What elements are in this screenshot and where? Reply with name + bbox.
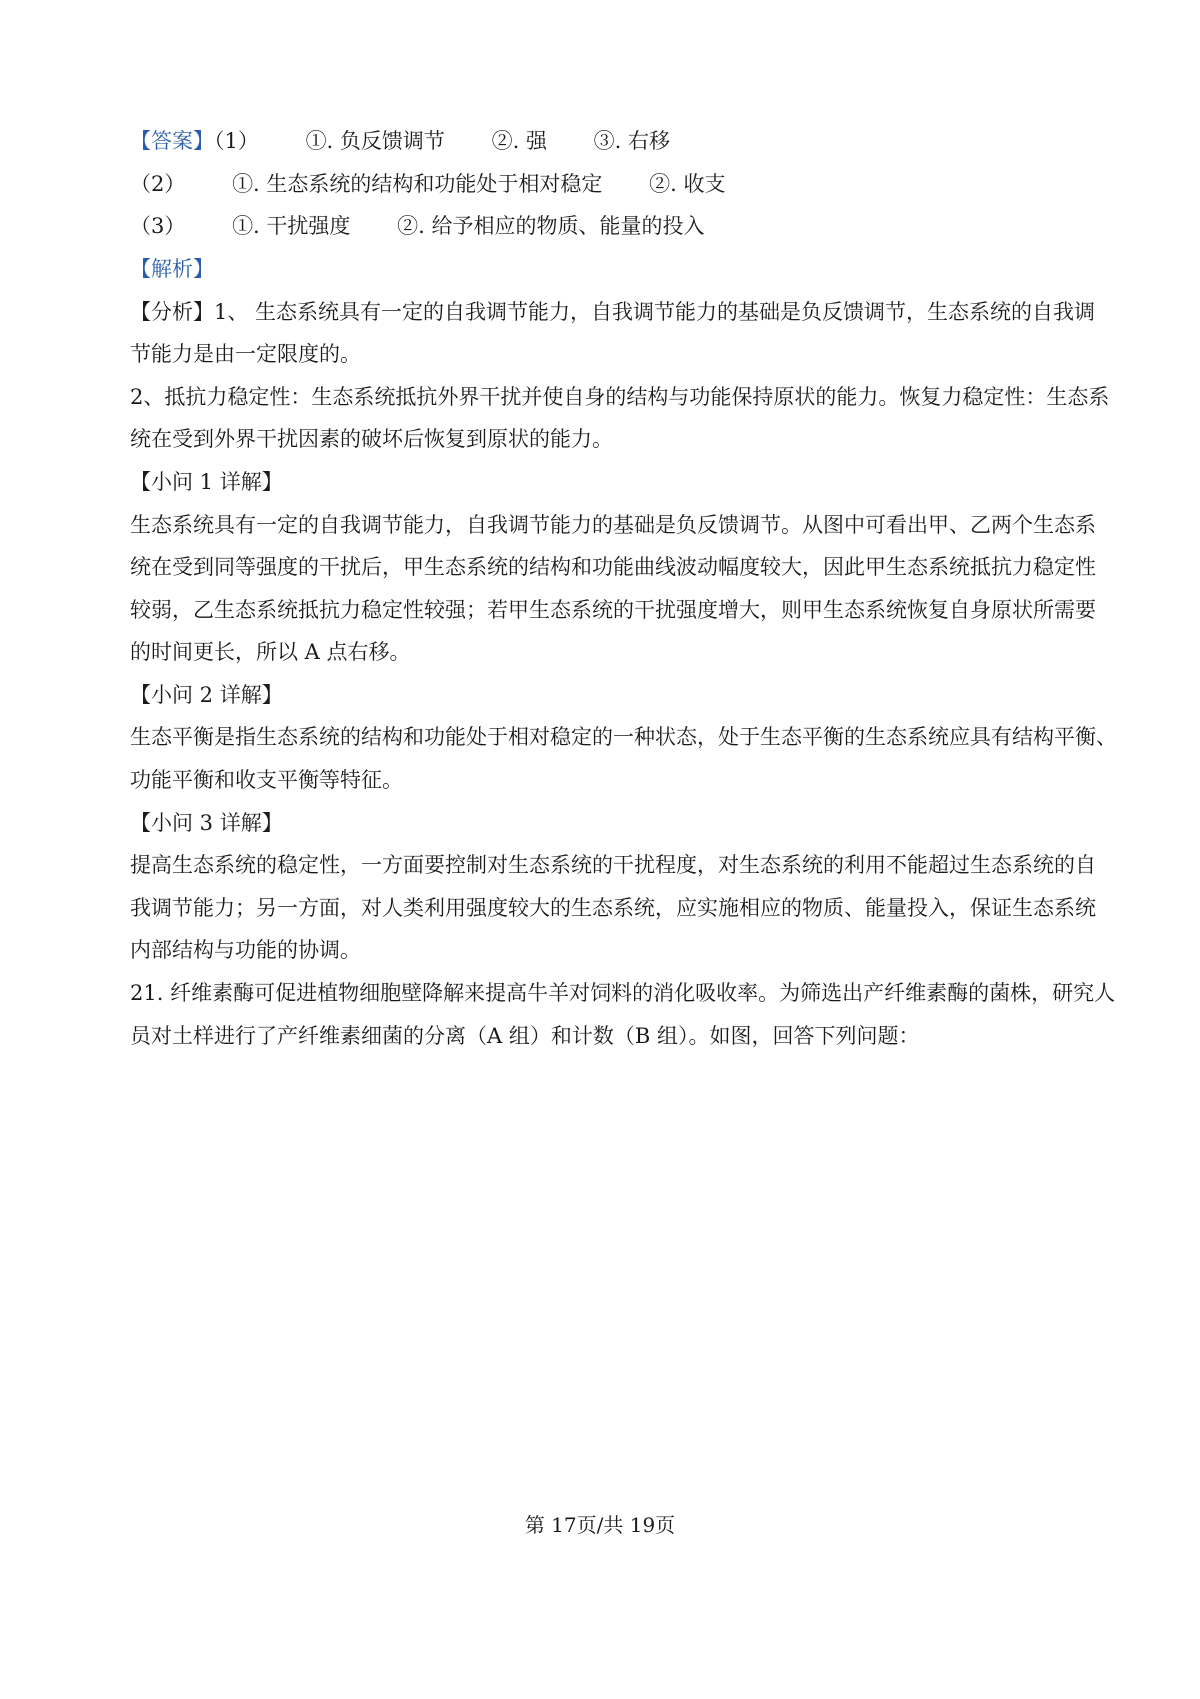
answer-q2-a2: ②. 收支 — [649, 172, 726, 196]
answer-q1-a1: ①. 负反馈调节 — [305, 129, 445, 153]
sub2-line-1: 生态平衡是指生态系统的结构和功能处于相对稳定的一种状态，处于生态平衡的生态系统应具有结构平衡、 — [130, 725, 1117, 749]
sub2-line-2: 功能平衡和收支平衡等特征。 — [130, 768, 403, 792]
page-footer: 第 17页/共 19页 — [524, 1513, 676, 1537]
fenxi-line-3: 2、抵抗力稳定性：生态系统抵抗外界干扰并使自身的结构与功能保持原状的能力。恢复力稳定性：生态系 — [130, 385, 1110, 409]
analysis-label: 【解析】 — [130, 257, 214, 281]
answer-line-2 — [130, 169, 725, 199]
answer-q3-number: （3） — [130, 214, 186, 238]
sub1-line-3: 较弱，乙生态系统抵抗力稳定性较强；若甲生态系统的干扰强度增大，则甲生态系统恢复自身原状所需要 — [130, 598, 1096, 622]
answer-label: 【答案】 — [130, 129, 214, 153]
answer-q1-number: （1） — [214, 129, 259, 153]
sub3-line-1: 提高生态系统的稳定性，一方面要控制对生态系统的干扰程度，对生态系统的利用不能超过生态系统的自 — [130, 853, 1096, 877]
answer-q3-a1: ①. 干扰强度 — [232, 214, 351, 238]
answer-line-3 — [130, 211, 704, 241]
sub3-line-3: 内部结构与功能的协调。 — [130, 938, 361, 962]
sub1-line-2: 统在受到同等强度的干扰后，甲生态系统的结构和功能曲线波动幅度较大，因此甲生态系统抵抗力稳定性 — [130, 555, 1096, 579]
answer-q1-a2: ②. 强 — [491, 129, 547, 153]
sub3-heading: 【小问 3 详解】 — [130, 811, 283, 835]
sub3-line-2: 我调节能力；另一方面，对人类利用强度较大的生态系统，应实施相应的物质、能量投入，保证生态系统 — [130, 896, 1096, 920]
answer-line-1 — [130, 126, 670, 156]
fenxi-line-1: 【分析】1、 生态系统具有一定的自我调节能力，自我调节能力的基础是负反馈调节，生态系统的自我调 — [130, 300, 1096, 324]
answer-q1-a3: ③. 右移 — [593, 129, 671, 153]
q21-line-1: 21. 纤维素酶可促进植物细胞壁降解来提高牛羊对饲料的消化吸收率。为筛选出产纤维素酶的菌株，研究人 — [130, 981, 1116, 1005]
sub1-line-1: 生态系统具有一定的自我调节能力，自我调节能力的基础是负反馈调节。从图中可看出甲、乙两个生态系 — [130, 513, 1096, 537]
q21-line-2: 员对土样进行了产纤维素细菌的分离（A 组）和计数（B 组）。如图，回答下列问题： — [130, 1024, 920, 1048]
answer-q2-number: （2） — [130, 172, 186, 196]
fenxi-line-4: 统在受到外界干扰因素的破坏后恢复到原状的能力。 — [130, 427, 613, 451]
fenxi-line-2: 节能力是由一定限度的。 — [130, 342, 361, 366]
answer-q3-a2: ②. 给予相应的物质、能量的投入 — [397, 214, 705, 238]
sub1-line-4: 的时间更长，所以 A 点右移。 — [130, 640, 411, 664]
sub2-heading: 【小问 2 详解】 — [130, 683, 283, 707]
answer-q2-a1: ①. 生态系统的结构和功能处于相对稳定 — [232, 172, 603, 196]
sub1-heading: 【小问 1 详解】 — [130, 470, 283, 494]
